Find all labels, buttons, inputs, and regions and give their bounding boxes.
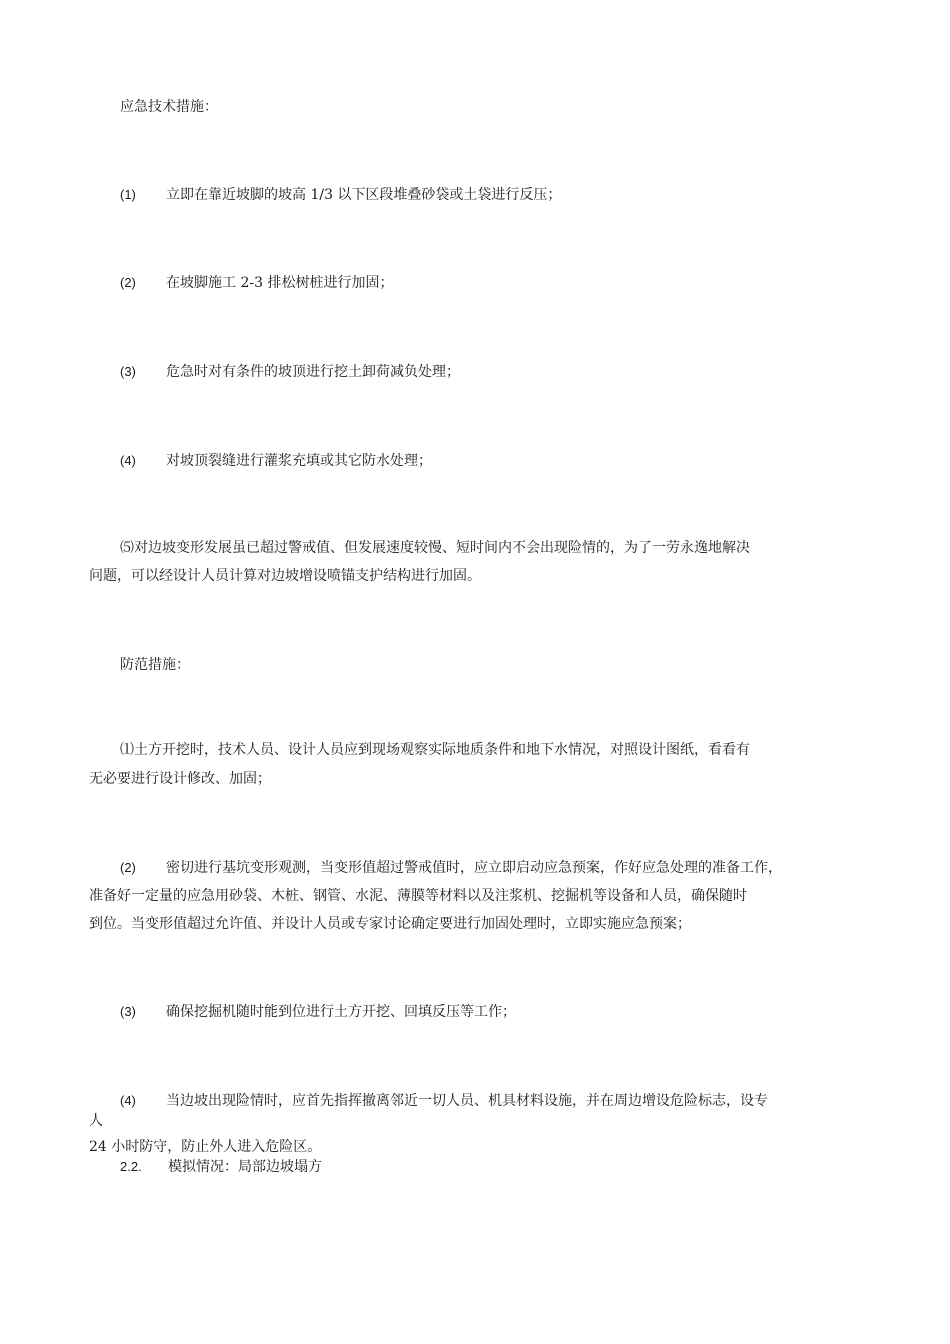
item-text: 立即在靠近坡脚的坡高 1/3 以下区段堆叠砂袋或土袋进行反压； — [166, 187, 562, 203]
item-text: 密切进行基坑变形观测，当变形值超过警戒值时，应立即启动应急预案，作好应急处理的准备工作， — [166, 860, 782, 876]
prevention-item-2-line-2: 准备好一定量的应急用砂袋、木桩、钢管、水泥、薄膜等材料以及注浆机、挖掘机等设备和人员，确保随时 — [89, 888, 747, 904]
section-title: 模拟情况：局部边坡塌方 — [168, 1159, 322, 1175]
section-heading — [120, 1157, 322, 1177]
emergency-item-2 — [120, 273, 393, 293]
prevention-item-2-line-1 — [120, 858, 782, 878]
prevention-item-2-line-3: 到位。当变形值超过允许值、并设计人员或专家讨论确定要进行加固处理时，立即实施应急预案； — [89, 916, 691, 932]
prevention-item-4-line-2: 人 — [89, 1113, 103, 1129]
emergency-item-4 — [120, 451, 432, 471]
prevention-heading: 防范措施： — [120, 657, 190, 673]
emergency-item-5-line-2: 问题，可以经设计人员计算对边坡增设喷锚支护结构进行加固。 — [89, 568, 481, 584]
emergency-item-3 — [120, 362, 460, 382]
item-number: (2) — [120, 860, 136, 875]
emergency-heading: 应急技术措施： — [120, 99, 218, 115]
prevention-item-1-line-2: 无必要进行设计修改、加固； — [89, 771, 271, 787]
item-number: (1) — [120, 187, 136, 202]
item-number: (2) — [120, 275, 136, 290]
section-number: 2.2. — [120, 1159, 142, 1174]
item-number: (3) — [120, 1004, 136, 1019]
emergency-item-1 — [120, 185, 561, 205]
prevention-item-3 — [120, 1002, 516, 1022]
item-text: 确保挖掘机随时能到位进行土方开挖、回填反压等工作； — [166, 1004, 516, 1020]
item-number: (4) — [120, 1093, 136, 1108]
prevention-item-4-line-1 — [120, 1091, 768, 1111]
item-number: (3) — [120, 364, 136, 379]
item-text: 对坡顶裂缝进行灌浆充填或其它防水处理； — [166, 453, 432, 469]
prevention-item-1-line-1: ⑴土方开挖时，技术人员、设计人员应到现场观察实际地质条件和地下水情况，对照设计图纸，看看有 — [120, 742, 750, 758]
item-text: 在坡脚施工 2-3 排松树桩进行加固； — [166, 275, 394, 291]
emergency-item-5-line-1: ⑸对边坡变形发展虽已超过警戒值、但发展速度较慢、短时间内不会出现险情的，为了一劳永逸地解决 — [120, 540, 750, 556]
prevention-item-4-line-3: 24 小时防守，防止外人进入危险区。 — [89, 1139, 322, 1155]
item-number: (4) — [120, 453, 136, 468]
item-text: 危急时对有条件的坡顶进行挖土卸荷减负处理； — [166, 364, 460, 380]
item-text: 当边坡出现险情时，应首先指挥撤离邻近一切人员、机具材料设施，并在周边增设危险标志，设专 — [166, 1093, 768, 1109]
